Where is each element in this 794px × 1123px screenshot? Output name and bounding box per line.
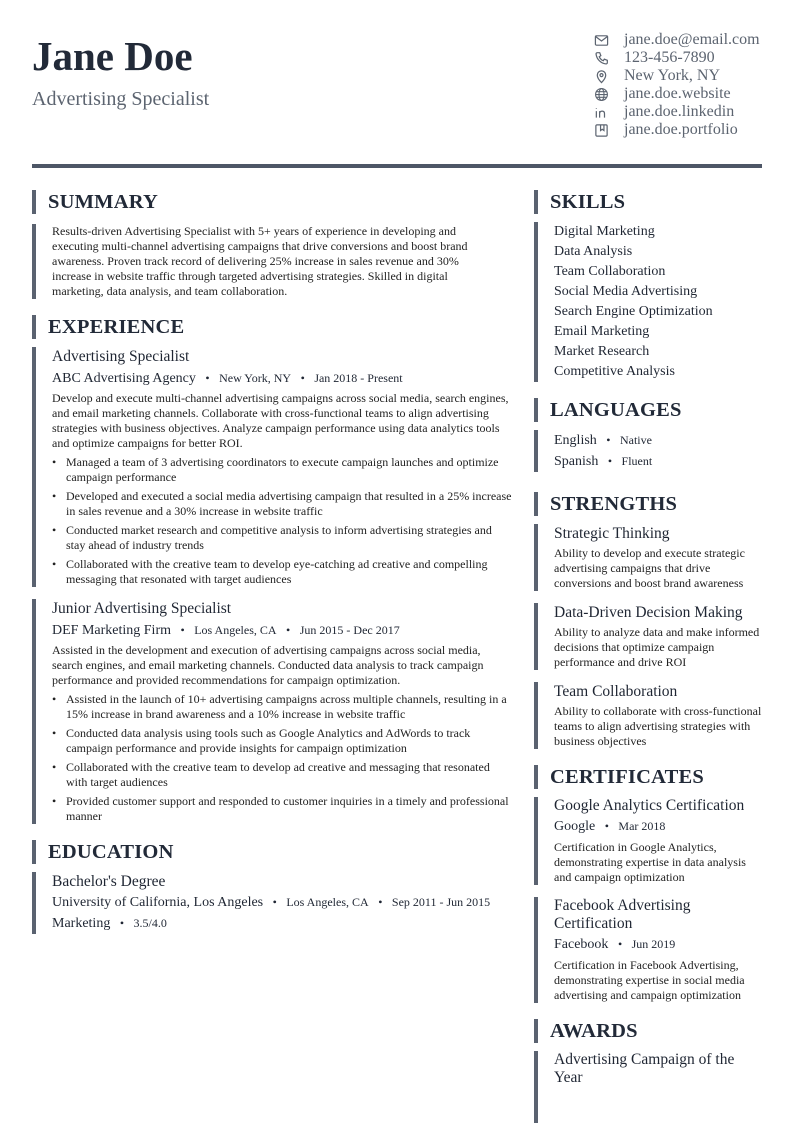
meta-separator: • xyxy=(205,371,210,385)
contact-phone[interactable] xyxy=(592,49,762,67)
mail-icon xyxy=(592,31,624,49)
award-entry xyxy=(534,1051,762,1123)
contact-website-text: jane.doe.website xyxy=(624,85,731,102)
location-icon xyxy=(592,67,624,85)
skill-item: Data Analysis xyxy=(554,244,633,259)
contact-website[interactable] xyxy=(592,85,762,103)
strength-desc: Ability to collaborate with cross-functional teams to align advertising strategies with business objectives xyxy=(554,704,762,748)
skill-item: Competitive Analysis xyxy=(554,364,675,379)
certificate-meta xyxy=(554,934,762,955)
skill-item: Team Collaboration xyxy=(554,264,666,279)
language-name: English xyxy=(554,433,597,448)
strength-entry xyxy=(534,603,762,670)
education-gpa: 3.5/4.0 xyxy=(133,916,167,930)
education-field-row xyxy=(52,913,512,934)
job-bullets xyxy=(52,455,512,587)
skill-item: Social Media Advertising xyxy=(554,284,698,299)
job-bullet: • Conducted market research and competitive analysis to inform advertising strategies and stay ahead of industry trends xyxy=(52,523,512,553)
experience-entry xyxy=(32,599,512,824)
certificate-issuer: Google xyxy=(554,819,596,834)
meta-separator: • xyxy=(607,454,613,468)
certificates-heading: CERTIFICATES xyxy=(534,765,762,789)
job-bullet: • Conducted data analysis using tools such as Google Analytics and AdWords to track campaign performance and provide insights for campaign optimization xyxy=(52,726,512,756)
job-bullet: • Assisted in the launch of 10+ advertising campaigns across multiple channels, resulting in a 15% increase in brand awareness and a 10% increase in website traffic xyxy=(52,692,512,722)
school: University of California, Los Angeles xyxy=(52,895,264,910)
certificate-entry xyxy=(534,797,762,885)
education-field: Marketing xyxy=(52,916,111,931)
job-title: Junior Advertising Specialist xyxy=(52,600,232,617)
skills-section xyxy=(534,222,762,382)
certificate-date: Jun 2019 xyxy=(631,937,676,951)
contact-email[interactable] xyxy=(592,31,762,49)
strength-entry xyxy=(534,524,762,591)
language-item xyxy=(554,430,762,451)
strength-desc: Ability to analyze data and make informed decisions that optimize campaign performance and drive ROI xyxy=(554,625,760,669)
certificate-entry xyxy=(534,897,762,1003)
meta-separator: • xyxy=(378,895,383,909)
job-bullet: • Developed and executed a social media advertising campaign that resulted in a 25% increase in sales revenue and a 30% increase in website traffic xyxy=(52,489,512,519)
header-divider xyxy=(32,164,762,168)
summary-section xyxy=(32,224,512,299)
meta-separator: • xyxy=(300,371,305,385)
certificate-desc: Certification in Google Analytics, demonstrating expertise in data analysis and campaign optimization xyxy=(554,840,746,884)
contact-portfolio[interactable] xyxy=(592,121,762,139)
meta-separator: • xyxy=(604,819,609,833)
strength-title: Data-Driven Decision Making xyxy=(554,604,743,621)
candidate-title: Advertising Specialist xyxy=(32,88,210,110)
job-dates: Jun 2015 - Dec 2017 xyxy=(299,623,400,637)
job-company: ABC Advertising Agency xyxy=(52,371,196,386)
candidate-name: Jane Doe xyxy=(32,33,193,79)
skill-item: Email Marketing xyxy=(554,324,650,339)
skill-item: Digital Marketing xyxy=(554,224,655,239)
language-item xyxy=(554,451,762,472)
job-bullet: • Collaborated with the creative team to develop ad creative and messaging that resonated with target audiences xyxy=(52,760,512,790)
meta-separator: • xyxy=(606,433,611,447)
job-title: Advertising Specialist xyxy=(52,348,190,365)
job-dates: Jan 2018 - Present xyxy=(314,371,403,385)
job-meta xyxy=(52,368,512,389)
strength-title: Team Collaboration xyxy=(554,683,678,700)
skill-item: Search Engine Optimization xyxy=(554,304,713,319)
meta-separator: • xyxy=(617,937,623,951)
languages-section xyxy=(534,430,762,472)
meta-separator: • xyxy=(180,623,185,637)
experience-entry xyxy=(32,347,512,587)
education-meta xyxy=(52,892,512,913)
contact-portfolio-text: jane.doe.portfolio xyxy=(624,121,738,138)
skill-item: Market Research xyxy=(554,344,650,359)
contact-email-text: jane.doe@email.com xyxy=(624,31,760,48)
languages-heading: LANGUAGES xyxy=(534,398,762,422)
job-bullets xyxy=(52,692,512,824)
awards-heading: AWARDS xyxy=(534,1019,762,1043)
certificate-desc: Certification in Facebook Advertising, demonstrating expertise in social media advertising and campaign optimization xyxy=(554,958,745,1002)
education-entry xyxy=(32,872,512,934)
language-name: Spanish xyxy=(554,454,599,469)
job-location: New York, NY xyxy=(219,371,292,385)
job-bullet: • Provided customer support and responded to customer inquiries in a timely and professional manner xyxy=(52,794,512,824)
job-bullet: • Managed a team of 3 advertising coordinators to execute campaign launches and optimize campaign performance xyxy=(52,455,512,485)
meta-separator: • xyxy=(286,623,291,637)
left-column xyxy=(32,190,512,934)
contact-linkedin-text: jane.doe.linkedin xyxy=(624,103,735,120)
job-bullet: • Collaborated with the creative team to develop eye-catching ad creative and compelling messaging that resonated with target audiences xyxy=(52,557,512,587)
certificate-title: Google Analytics Certification xyxy=(554,797,745,814)
contact-location-text: New York, NY xyxy=(624,67,721,84)
phone-icon xyxy=(592,49,624,67)
contact-list xyxy=(592,31,762,139)
meta-separator: • xyxy=(119,916,125,930)
education-location: Los Angeles, CA xyxy=(286,895,369,909)
job-description: Develop and execute multi-channel advertising campaigns across social media, search engines, and email marketing channels. Collaborate with cross-functional teams to align advertising strategies with business objectives. Analyze campaign performance using data analytics tools and optimize campaigns for better ROI. xyxy=(52,391,509,450)
globe-icon xyxy=(592,85,624,103)
meta-separator: • xyxy=(272,895,277,909)
job-company: DEF Marketing Firm xyxy=(52,623,171,638)
certificate-meta xyxy=(554,816,762,837)
right-column xyxy=(534,190,762,1123)
certificate-date: Mar 2018 xyxy=(618,819,666,833)
strength-title: Strategic Thinking xyxy=(554,525,670,542)
job-meta xyxy=(52,620,512,641)
language-level: Fluent xyxy=(621,454,653,468)
experience-heading: EXPERIENCE xyxy=(32,315,512,339)
degree: Bachelor's Degree xyxy=(52,873,166,890)
job-location: Los Angeles, CA xyxy=(194,623,277,637)
strength-desc: Ability to develop and execute strategic advertising campaigns that drive conversions and boost brand awareness xyxy=(554,546,745,590)
skills-heading: SKILLS xyxy=(534,190,762,214)
strength-entry xyxy=(534,682,762,749)
resume-header xyxy=(32,30,762,166)
job-description: Assisted in the development and execution of advertising campaigns across social media, search engines, and email marketing channels. Conducted data analysis to track campaign performance and provided recommendations for campaign optimization. xyxy=(52,643,484,687)
certificate-issuer: Facebook xyxy=(554,937,609,952)
linkedin-icon xyxy=(592,103,624,121)
summary-heading: SUMMARY xyxy=(32,190,512,214)
language-level: Native xyxy=(619,433,652,447)
portfolio-icon xyxy=(592,121,624,139)
contact-phone-text: 123-456-7890 xyxy=(624,49,715,66)
summary-text: Results-driven Advertising Specialist with 5+ years of experience in developing and executing multi-channel advertising campaigns that drive conversions and boost brand awareness. Proven track record of delivering 25% increase in sales revenue and 30% increase in website traffic through targeted advertising strategies. Skilled in digital marketing, data analysis, and team collaboration. xyxy=(52,224,468,298)
education-dates: Sep 2011 - Jun 2015 xyxy=(391,895,491,909)
education-heading: EDUCATION xyxy=(32,840,512,864)
contact-location xyxy=(592,67,762,85)
award-title: Advertising Campaign of the Year xyxy=(554,1051,735,1086)
certificate-title: Facebook Advertising Certification xyxy=(554,897,691,932)
strengths-heading: STRENGTHS xyxy=(534,492,762,516)
contact-linkedin[interactable] xyxy=(592,103,762,121)
